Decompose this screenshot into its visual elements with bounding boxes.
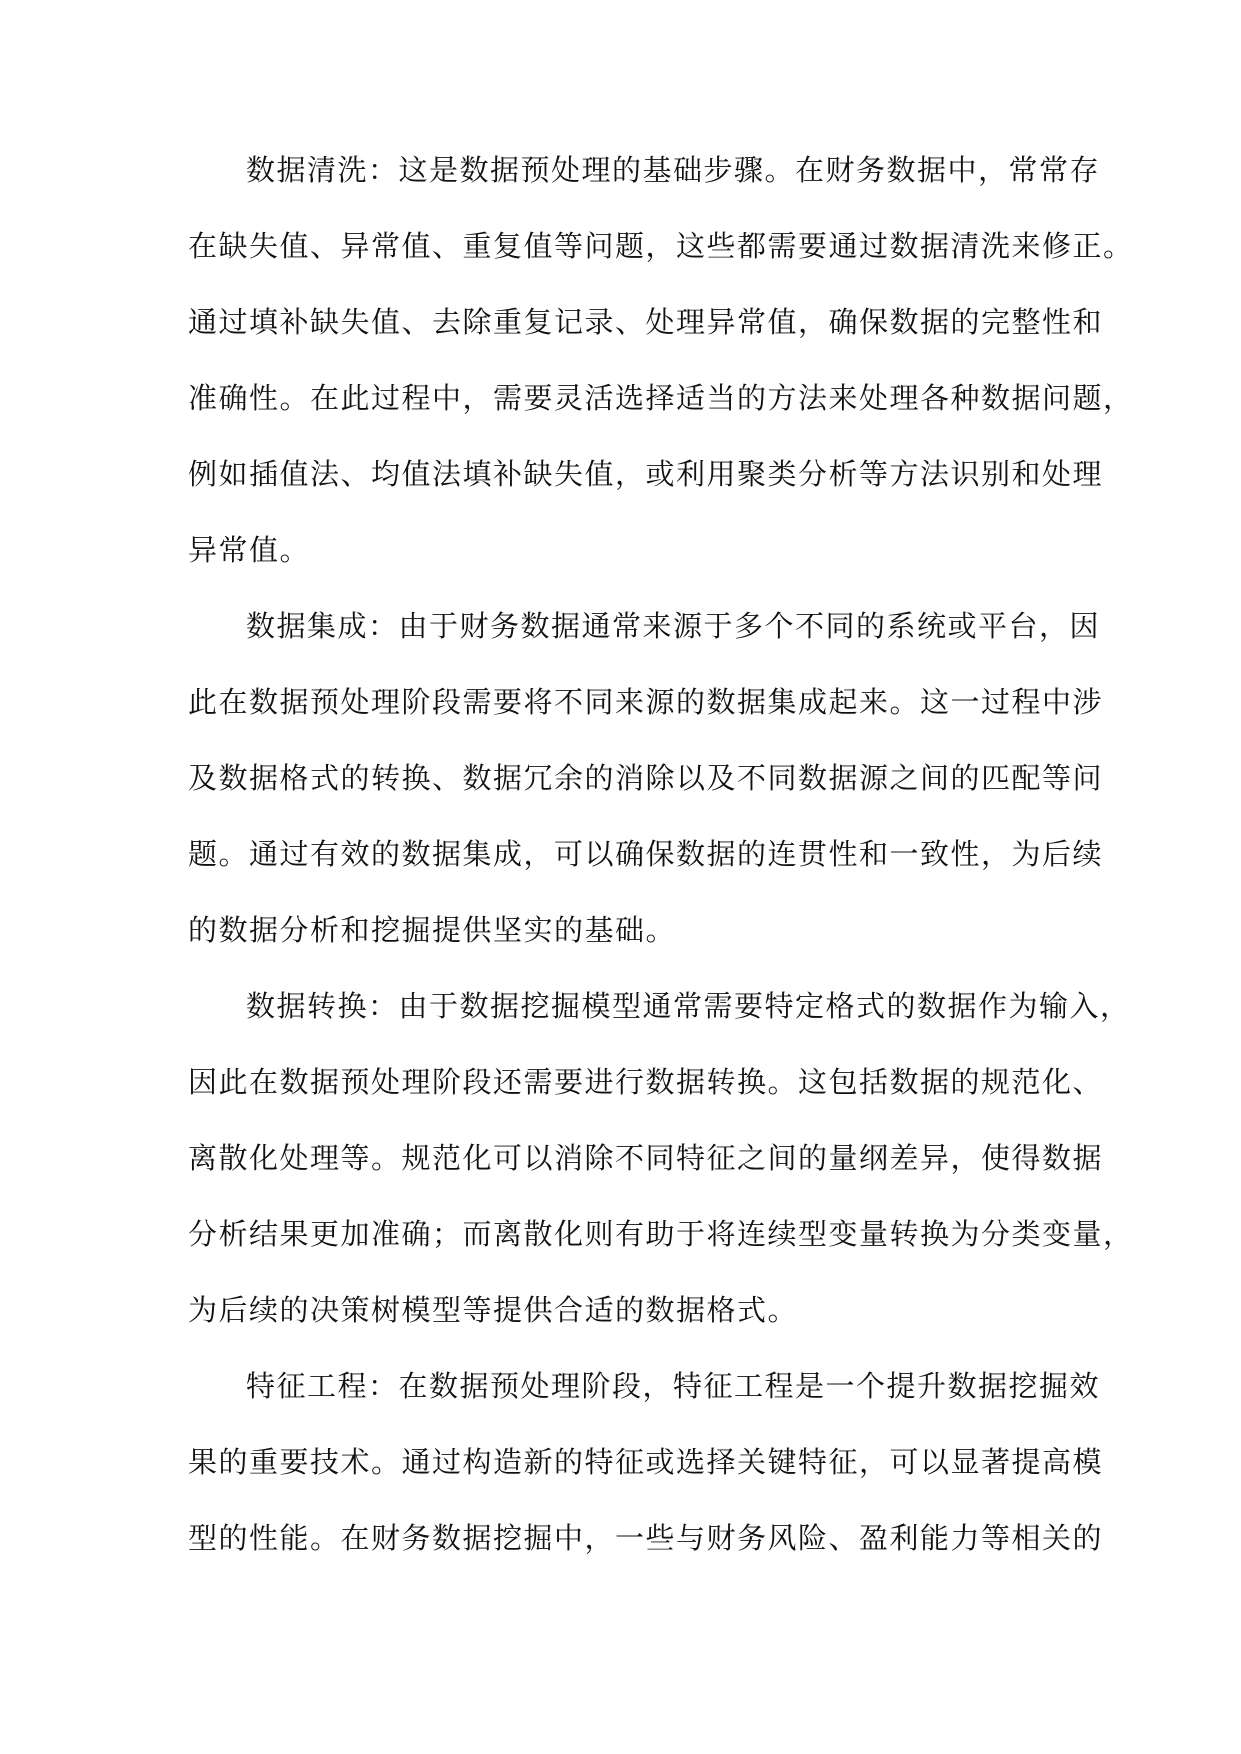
text-line: 通过填补缺失值、去除重复记录、处理异常值，确保数据的完整性和: [188, 305, 1104, 339]
text-line: 在缺失值、异常值、重复值等问题，这些都需要通过数据清洗来修正。: [188, 229, 1134, 263]
text-line: 特征工程：在数据预处理阶段，特征工程是一个提升数据挖掘效: [246, 1369, 1101, 1403]
text-line: 果的重要技术。通过构造新的特征或选择关键特征，可以显著提高模: [188, 1445, 1104, 1479]
text-line: 数据集成：由于财务数据通常来源于多个不同的系统或平台，因: [246, 609, 1101, 643]
text-line: 例如插值法、均值法填补缺失值，或利用聚类分析等方法识别和处理: [188, 457, 1104, 491]
paragraph-data-integration: [188, 596, 1104, 976]
text-line: 题。通过有效的数据集成，可以确保数据的连贯性和一致性，为后续: [188, 837, 1104, 871]
text-line: 及数据格式的转换、数据冗余的消除以及不同数据源之间的匹配等问: [188, 761, 1104, 795]
text-line: 型的性能。在财务数据挖掘中，一些与财务风险、盈利能力等相关的: [188, 1521, 1104, 1555]
text-line: 因此在数据预处理阶段还需要进行数据转换。这包括数据的规范化、: [188, 1065, 1104, 1099]
text-line: 此在数据预处理阶段需要将不同来源的数据集成起来。这一过程中涉: [188, 685, 1104, 719]
text-line: 异常值。: [188, 533, 311, 567]
text-line: 离散化处理等。规范化可以消除不同特征之间的量纲差异，使得数据: [188, 1141, 1104, 1175]
document-body: [188, 140, 1134, 1584]
text-line: 准确性。在此过程中，需要灵活选择适当的方法来处理各种数据问题，: [188, 381, 1134, 415]
paragraph-feature-engineering: [188, 1356, 1104, 1584]
text-line: 分析结果更加准确；而离散化则有助于将连续型变量转换为分类变量，: [188, 1217, 1134, 1251]
paragraph-data-transformation: [188, 976, 1134, 1356]
text-line: 数据清洗：这是数据预处理的基础步骤。在财务数据中，常常存: [246, 153, 1101, 187]
text-line: 为后续的决策树模型等提供合适的数据格式。: [188, 1293, 799, 1327]
text-line: 数据转换：由于数据挖掘模型通常需要特定格式的数据作为输入，: [246, 989, 1131, 1023]
paragraph-data-cleaning: [188, 140, 1134, 596]
text-line: 的数据分析和挖掘提供坚实的基础。: [188, 913, 677, 947]
